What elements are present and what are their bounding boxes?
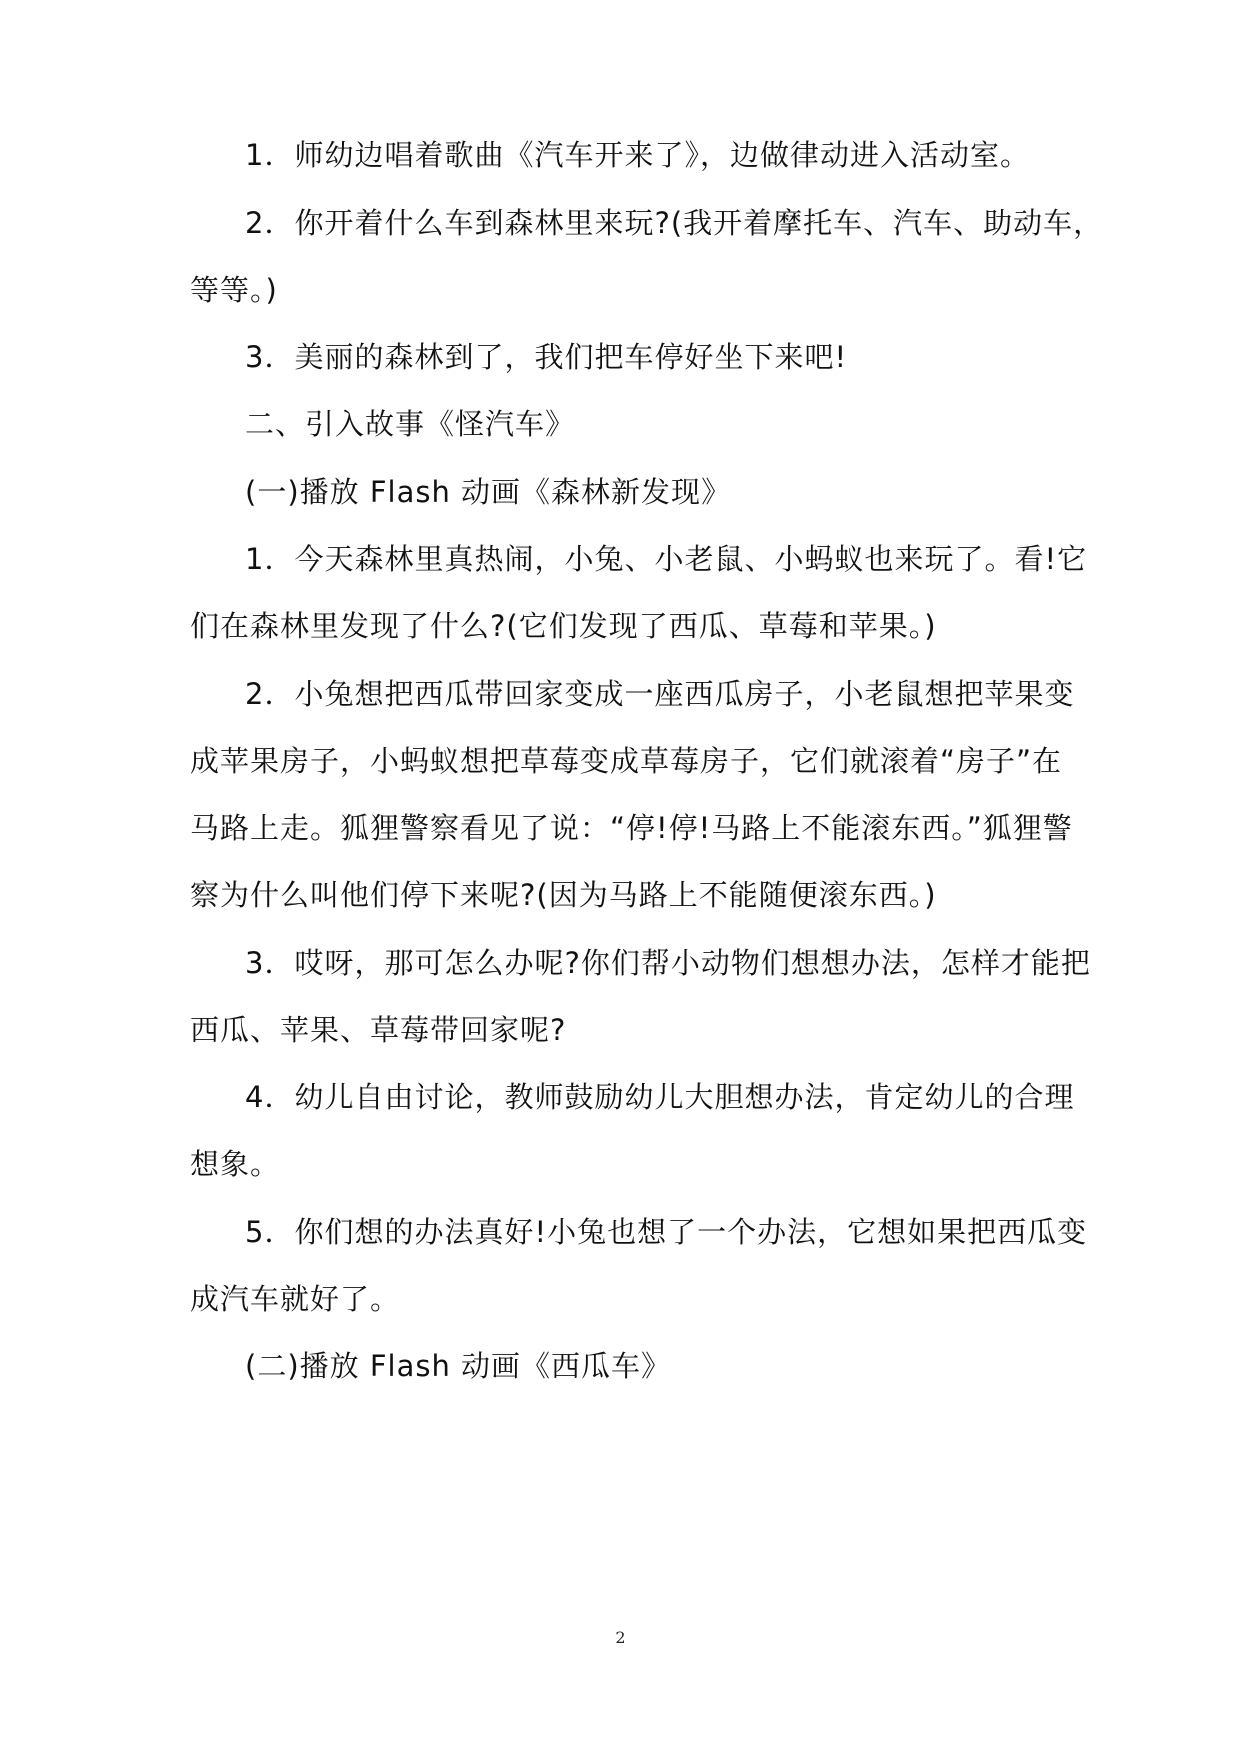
paragraph-line: 想象。 [190,1147,281,1181]
paragraph-line: 们在森林里发现了什么?(它们发现了西瓜、草莓和苹果。) [190,609,937,643]
paragraph-line: 成汽车就好了。 [190,1282,401,1316]
paragraph-line: 1．今天森林里真热闹，小兔、小老鼠、小蚂蚁也来玩了。看!它 [245,542,1088,576]
paragraph-line: 1．师幼边唱着歌曲《汽车开来了》，边做律动进入活动室。 [245,138,1030,172]
paragraph-line: 5．你们想的办法真好!小兔也想了一个办法，它想如果把西瓜变 [245,1215,1088,1249]
paragraph-line: 2．你开着什么车到森林里来玩?(我开着摩托车、汽车、助动车， [245,206,1104,240]
subsection-heading: (一)播放 Flash 动画《森林新发现》 [245,475,732,509]
paragraph-line: 成苹果房子，小蚂蚁想把草莓变成草莓房子，它们就滚着“房子”在 [190,744,1063,778]
paragraph-line: 4．幼儿自由讨论，教师鼓励幼儿大胆想办法，肯定幼儿的合理 [245,1080,1075,1114]
paragraph-line: 西瓜、苹果、草莓带回家呢? [190,1013,567,1047]
page-number: 2 [615,1628,626,1647]
paragraph-line: 等等。) [190,273,278,307]
paragraph-line: 马路上走。狐狸警察看见了说：“停!停!马路上不能滚东西。”狐狸警 [190,811,1073,845]
paragraph-line: 2．小兔想把西瓜带回家变成一座西瓜房子，小老鼠想把苹果变 [245,677,1075,711]
section-heading: 二、引入故事《怪汽车》 [245,407,576,441]
paragraph-line: 察为什么叫他们停下来呢?(因为马路上不能随便滚东西。) [190,878,937,912]
paragraph-line: 3．美丽的森林到了，我们把车停好坐下来吧! [245,340,848,374]
paragraph-line: 3．哎呀，那可怎么办呢?你们帮小动物们想想办法，怎样才能把 [245,946,1091,980]
subsection-heading: (二)播放 Flash 动画《西瓜车》 [245,1349,672,1383]
